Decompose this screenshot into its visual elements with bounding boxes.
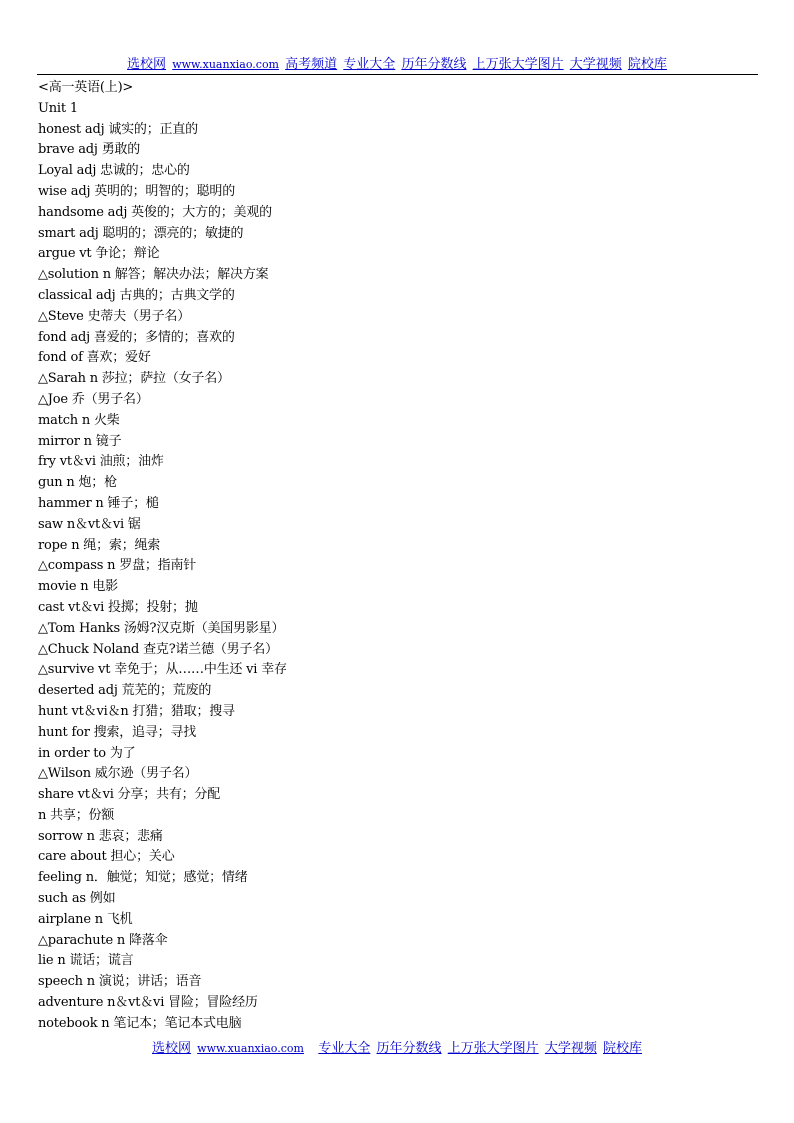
vocabulary-list bbox=[38, 78, 758, 1035]
vocab-entry: △Chuck Noland 查克?诺兰德（男子名） bbox=[38, 641, 278, 657]
footer-link-xuanxiao[interactable]: 选校网 bbox=[152, 1041, 192, 1056]
vocab-entry: wise adj 英明的；明智的；聪明的 bbox=[38, 183, 236, 199]
header-link-majors[interactable]: 专业大全 bbox=[343, 57, 396, 72]
vocab-entry: △Steve 史蒂夫（男子名） bbox=[38, 308, 190, 324]
vocab-entry: △solution n 解答；解决办法；解决方案 bbox=[38, 267, 269, 283]
vocab-entry: fond of 喜欢；爱好 bbox=[38, 350, 151, 366]
vocab-entry: match n 火柴 bbox=[38, 412, 120, 428]
vocab-entry: classical adj 古典的；古典文学的 bbox=[38, 287, 235, 303]
footer-link-website-url[interactable]: www.xuanxiao.com bbox=[197, 1042, 304, 1055]
document-title: <高一英语(上)> bbox=[38, 80, 134, 95]
vocab-entry: adventure n＆vt＆vi 冒险；冒险经历 bbox=[38, 995, 258, 1011]
vocab-entry: share vt＆vi 分享；共有；分配 bbox=[38, 787, 221, 803]
footer-link-score-lines[interactable]: 历年分数线 bbox=[376, 1041, 442, 1056]
vocab-entry: care about 担心；关心 bbox=[38, 849, 175, 865]
vocab-entry: saw n＆vt＆vi 锯 bbox=[38, 516, 141, 532]
footer-link-bar bbox=[0, 1041, 794, 1057]
vocab-entry: hammer n 锤子；槌 bbox=[38, 495, 159, 511]
header-link-xuanxiao[interactable]: 选校网 bbox=[127, 57, 167, 72]
vocab-entry: cast vt＆vi 投掷；投射；抛 bbox=[38, 599, 198, 615]
header-link-website-url[interactable]: www.xuanxiao.com bbox=[172, 58, 279, 71]
vocab-entry: deserted adj 荒芜的；荒废的 bbox=[38, 683, 212, 699]
header-link-score-lines[interactable]: 历年分数线 bbox=[401, 57, 467, 72]
vocab-entry: mirror n 镜子 bbox=[38, 433, 122, 449]
vocab-entry: lie n 谎话；谎言 bbox=[38, 953, 134, 969]
vocab-entry: feeling n．触觉；知觉；感觉；情绪 bbox=[38, 870, 248, 886]
header-link-school-database[interactable]: 院校库 bbox=[627, 57, 667, 72]
footer-link-university-videos[interactable]: 大学视频 bbox=[544, 1041, 597, 1056]
vocab-entry: n 共享；份额 bbox=[38, 807, 115, 823]
vocab-entry: such as 例如 bbox=[38, 891, 116, 907]
vocab-entry: in order to 为了 bbox=[38, 745, 136, 761]
vocab-entry: hunt for 搜索，追寻；寻找 bbox=[38, 724, 197, 740]
vocab-entry: hunt vt＆vi＆n 打猎；猎取；搜寻 bbox=[38, 703, 235, 719]
vocab-entry: notebook n 笔记本；笔记本式电脑 bbox=[38, 1015, 242, 1031]
header-link-gaokao-channel[interactable]: 高考频道 bbox=[285, 57, 338, 72]
vocab-entry: sorrow n 悲哀；悲痛 bbox=[38, 828, 163, 844]
vocab-entry: handsome adj 英俊的；大方的；美观的 bbox=[38, 204, 272, 220]
vocab-entry: fond adj 喜爱的；多情的；喜欢的 bbox=[38, 329, 235, 345]
vocab-entry: gun n 炮；枪 bbox=[38, 475, 117, 491]
vocab-entry: speech n 演说；讲话；语音 bbox=[38, 974, 202, 990]
header-divider bbox=[37, 74, 758, 75]
vocab-entry: △Joe 乔（男子名） bbox=[38, 391, 149, 407]
vocab-entry: △survive vt 幸免于；从……中生还 vi 幸存 bbox=[38, 662, 287, 678]
vocab-entry: rope n 绳；索；绳索 bbox=[38, 537, 161, 553]
vocab-entry: △Sarah n 莎拉；萨拉（女子名） bbox=[38, 371, 230, 387]
vocab-entry: argue vt 争论；辩论 bbox=[38, 246, 160, 262]
vocab-entry: Loyal adj 忠诚的；忠心的 bbox=[38, 163, 190, 179]
vocab-entry: airplane n 飞机 bbox=[38, 911, 133, 927]
vocab-entry: honest adj 诚实的；正直的 bbox=[38, 121, 198, 137]
vocab-entry: △parachute n 降落伞 bbox=[38, 932, 168, 948]
vocab-entry: fry vt＆vi 油煎；油炸 bbox=[38, 454, 164, 470]
header-link-university-photos[interactable]: 上万张大学图片 bbox=[472, 57, 564, 72]
vocab-entry: △Wilson 威尔逊（男子名） bbox=[38, 766, 198, 782]
header-link-university-videos[interactable]: 大学视频 bbox=[569, 57, 622, 72]
vocab-entry: smart adj 聪明的；漂亮的；敏捷的 bbox=[38, 225, 244, 241]
footer-link-school-database[interactable]: 院校库 bbox=[602, 1041, 642, 1056]
footer-link-majors[interactable]: 专业大全 bbox=[318, 1041, 371, 1056]
vocab-entry: brave adj 勇敢的 bbox=[38, 142, 141, 158]
footer-link-university-photos[interactable]: 上万张大学图片 bbox=[447, 1041, 539, 1056]
vocab-entry: movie n 电影 bbox=[38, 579, 118, 595]
vocab-entry: △compass n 罗盘；指南针 bbox=[38, 558, 197, 574]
vocab-entry: △Tom Hanks 汤姆?汉克斯（美国男影星） bbox=[38, 620, 285, 636]
header-link-bar bbox=[0, 57, 794, 73]
unit-heading: Unit 1 bbox=[38, 100, 78, 116]
